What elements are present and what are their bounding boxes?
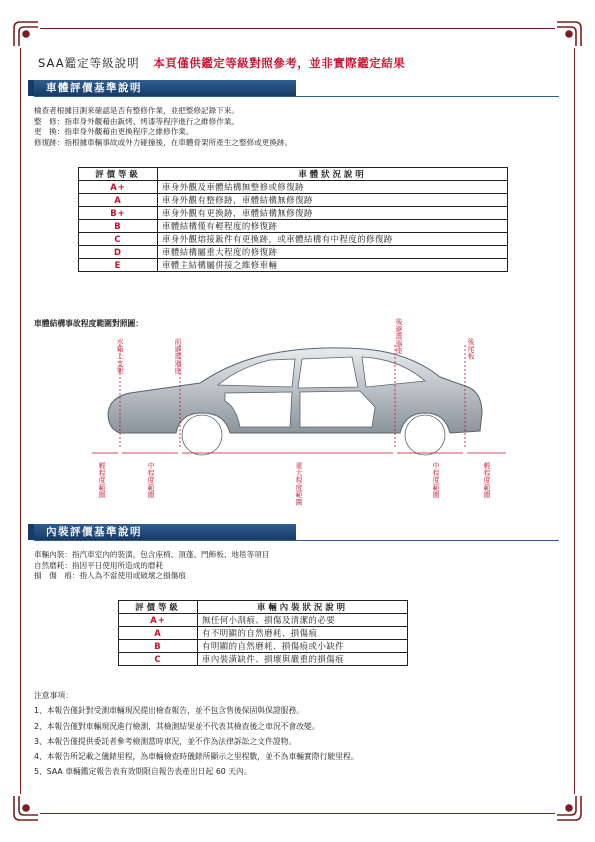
- table-row: [79, 220, 508, 233]
- frame-top-line: [40, 28, 555, 29]
- interior-definitions: [34, 550, 269, 582]
- definition-line: 自然磨耗：指因平日使用所造成的磨耗: [34, 560, 164, 570]
- table-row: [79, 207, 508, 220]
- desc-column-header: 車輛內裝狀況說明: [198, 601, 408, 614]
- definition-line: 車輛內裝：指汽車室內的裝潢，包含座椅、頂蓬、門飾板、地毯等項目: [34, 550, 270, 559]
- grade-cell: C: [119, 653, 198, 666]
- note-item: 4、本報告所記載之儀錶里程，為車輛檢查時儀錶所顯示之里程數，並不為車輛實際行駛里程。: [34, 752, 359, 762]
- table-row: [79, 233, 508, 246]
- table-row: [119, 614, 408, 627]
- interior-section-rule: [34, 540, 559, 541]
- table-row: [79, 246, 508, 259]
- grade-cell: B+: [79, 207, 158, 220]
- diagram-title: 車體結構事故程度範圍對照圖：: [34, 319, 144, 328]
- corner-ornament-bottom-left: [10, 792, 42, 824]
- table-row: [119, 640, 408, 653]
- definition-line: 整 修：指車身外觀藉由鈑烤、烤漆等程序進行之維修作業。: [34, 116, 240, 126]
- frame-bottom-line: [40, 813, 555, 814]
- label-light-range-rear: 輕程度範圍: [482, 462, 490, 499]
- frame-right-line: [574, 48, 575, 794]
- desc-cell: 車體主結構屬併接之維修車輛: [158, 259, 508, 272]
- body-section-heading-text: 車體評價基準說明: [46, 82, 142, 94]
- grade-cell: E: [79, 259, 158, 272]
- corner-ornament-bottom-right: [553, 792, 585, 824]
- grade-cell: B: [79, 220, 158, 233]
- definition-line: 修復跡：指根據車輛事故或外力碰撞後，在車體骨架所產生之整修或更換跡。: [34, 137, 293, 147]
- desc-cell: 車體結構屬重大程度的修復跡: [158, 246, 508, 259]
- page-header: [38, 55, 405, 71]
- desc-column-header: 車體狀況說明: [158, 168, 508, 181]
- interior-section-heading: [34, 524, 296, 540]
- car-body-structure-diagram: [90, 335, 510, 465]
- desc-cell: 車體結構僅有輕程度的修復跡: [158, 220, 508, 233]
- grade-cell: B: [119, 640, 198, 653]
- desc-cell: 車身外觀有更換跡，車體結構無修復跡: [158, 207, 508, 220]
- body-grade-table: [78, 167, 508, 272]
- frame-left-line: [20, 48, 21, 794]
- body-definitions: [34, 106, 292, 148]
- notes-title: 注意事項：: [34, 691, 73, 700]
- definition-line: 檢查者根據目測來確認是否有整修作業，並把整修記錄下來。: [34, 106, 240, 115]
- grade-cell: A: [79, 194, 158, 207]
- grade-cell: A: [119, 627, 198, 640]
- note-item: 5、SAA 車輛鑑定報告表有效期限自報告表產出日起 60 天內。: [34, 767, 252, 777]
- interior-section-heading-text: 內裝評價基準說明: [46, 526, 142, 538]
- label-rear-strut-tower: 後避震器座: [394, 318, 402, 355]
- desc-cell: 有不明顯的自然磨耗、損傷痕: [198, 627, 408, 640]
- label-front-strut-tower: 前避震器座: [173, 338, 181, 375]
- desc-cell: 有明顯的自然磨耗、損傷痕或小缺件: [198, 640, 408, 653]
- note-item: 3、本報告僅提供委託者參考檢測當時車況，並不作為法律訴訟之文件證物。: [34, 736, 297, 746]
- table-header-row: [79, 168, 508, 181]
- grade-column-header: 評價等級: [119, 601, 198, 614]
- label-rear-panel: 後尾板: [466, 338, 474, 360]
- grade-cell: C: [79, 233, 158, 246]
- definition-line: 損 傷 痕：指人為不當使用或破壞之損傷痕: [34, 571, 186, 581]
- table-header-row: [119, 601, 408, 614]
- corner-ornament-top-right: [553, 18, 585, 50]
- grade-column-header: 評價等級: [79, 168, 158, 181]
- corner-ornament-top-left: [10, 18, 42, 50]
- table-row: [79, 181, 508, 194]
- label-major-range: 重大程度範圍: [294, 462, 302, 506]
- interior-grade-table: [118, 600, 408, 666]
- desc-cell: 車身外觀有整修跡，車體結構無修復跡: [158, 194, 508, 207]
- body-section-heading: [34, 80, 296, 96]
- table-row: [79, 259, 508, 272]
- reference-notice: 本頁僅供鑑定等級對照參考，並非實際鑑定結果: [153, 56, 406, 70]
- label-medium-range-front: 中程度範圍: [146, 462, 154, 499]
- grade-cell: A+: [119, 614, 198, 627]
- desc-cell: 車身外觀熔接鈑件有更換跡，或車體結構有中程度的修復跡: [158, 233, 508, 246]
- page-title: SAA鑑定等級說明: [38, 56, 140, 70]
- grade-cell: A+: [79, 181, 158, 194]
- grade-cell: D: [79, 246, 158, 259]
- label-light-range-front: 輕程度範圍: [97, 462, 105, 499]
- note-item: 2、本報告僅對車輛現況進行檢測，其檢測結果並不代表其檢查後之車況不會改變。: [34, 721, 320, 731]
- body-section-rule: [34, 96, 559, 97]
- desc-cell: 無任何小刮痕、損傷及清潔的必要: [198, 614, 408, 627]
- definition-line: 更 換：指車身外觀藉由更換程序之維修作業。: [34, 127, 194, 137]
- desc-cell: 車身外觀及車體結構無整修或修復跡: [158, 181, 508, 194]
- desc-cell: 車內裝潢缺件、損壞與嚴重的損傷痕: [198, 653, 408, 666]
- table-row: [119, 653, 408, 666]
- note-item: 1、本報告僅針對受測車輛現況提出檢查報告，並不包含售後保固與保證服務。: [34, 706, 305, 716]
- label-medium-range-rear: 中程度範圍: [431, 462, 439, 499]
- table-row: [119, 627, 408, 640]
- label-radiator-support: 水箱上支架: [115, 338, 123, 375]
- notes-section: [34, 688, 359, 780]
- table-row: [79, 194, 508, 207]
